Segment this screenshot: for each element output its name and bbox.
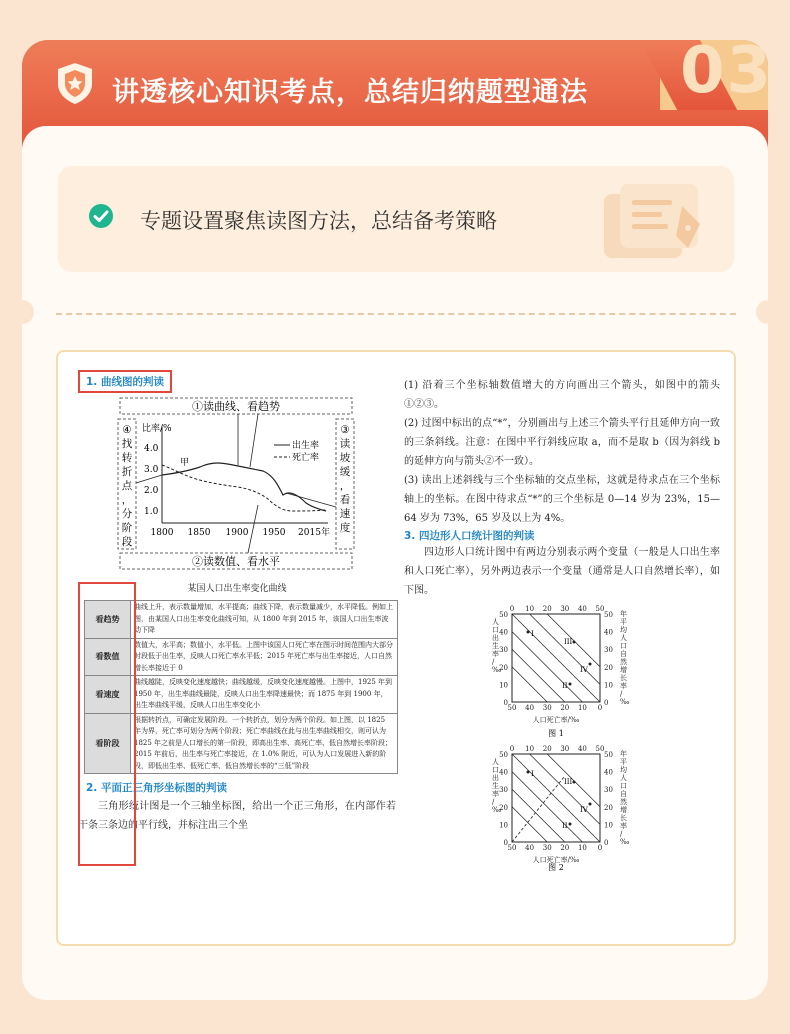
document-pen-icon bbox=[596, 176, 712, 266]
right-tick-label: 10 bbox=[604, 821, 613, 830]
top-tick-label: 0 bbox=[509, 605, 515, 613]
top-tick-label: 40 bbox=[577, 745, 587, 753]
right-tick-label: 0 bbox=[604, 699, 609, 707]
point-jia-label: 甲 bbox=[180, 458, 190, 468]
left-tick-label: 50 bbox=[499, 751, 508, 759]
svg-text:4.0: 4.0 bbox=[144, 444, 159, 454]
step-3-paragraph: (3) 读出上述斜线与三个坐标轴的交点坐标，这就是待求点在三个坐标轴上的坐标。在图中待求点“*”的三个坐标是 0—14 岁为 23%，15—64 岁为 73%，65 岁及以上为 4%。 bbox=[404, 475, 720, 524]
bottom-tick-label: 40 bbox=[525, 844, 535, 852]
svg-text:1850: 1850 bbox=[187, 528, 211, 538]
row-value: 数值大，水平高；数值小，水平低。上图中该国人口死亡率在图示时间范围内大部分时段低于出生率，反映人口死亡率水平低；2015 年死亡率与出生率接近，人口自然增长率接近于 0 bbox=[131, 638, 398, 676]
highlight-table-keys bbox=[78, 582, 136, 866]
figure-2 bbox=[512, 754, 600, 842]
bottom-tick-label: 0 bbox=[597, 704, 603, 712]
y-axis-title: 比率/% bbox=[142, 424, 172, 434]
bottom-tick-label: 50 bbox=[507, 704, 517, 712]
top-tick-label: 10 bbox=[525, 745, 535, 753]
section-2-paragraph: 三角形统计图是一个三轴坐标图，给出一个正三角形，在内部作若干条三条边的平行线，并标注出三个坐 bbox=[78, 801, 396, 831]
bottom-tick-label: 30 bbox=[542, 704, 552, 712]
bottom-tick-label: 20 bbox=[560, 844, 570, 852]
svg-text:III: III bbox=[564, 778, 573, 786]
diagram-right-label: ③ 读坡缓，看速度 bbox=[339, 424, 351, 534]
svg-text:1950: 1950 bbox=[262, 528, 286, 538]
left-tick-label: 40 bbox=[499, 628, 508, 637]
bottom-tick-label: 40 bbox=[525, 704, 535, 712]
svg-text:III: III bbox=[564, 638, 573, 646]
section-3-heading: 3. 四边形人口统计图的判读 bbox=[404, 530, 535, 542]
top-tick-label: 50 bbox=[595, 605, 605, 613]
right-axis-title: 年平均人口自然增长率/ ‰ bbox=[620, 750, 630, 846]
legend-death: 死亡率 bbox=[292, 453, 320, 463]
left-tick-label: 20 bbox=[499, 663, 508, 672]
step-1-paragraph: (1) 沿着三个坐标轴数值增大的方向画出三个箭头，如图中的箭头①②③。 bbox=[404, 380, 720, 410]
right-tick-label: 40 bbox=[604, 768, 613, 777]
row-value: 曲线上升，表示数量增加，水平提高；曲线下降，表示数量减少，水平降低。例如上图，由某国人口出生率变化曲线可知，从 1800 年到 2015 年，该国人口出生率波动下降 bbox=[131, 601, 398, 639]
section-3-paragraph: 四边形人口统计图中有两边分别表示两个变量（一般是人口出生率和人口死亡率），另外两边表示一个变量（通常是人口自然增长率），如下图。 bbox=[404, 547, 720, 596]
left-axis-title: 人口出生率/ ‰ bbox=[492, 758, 502, 814]
right-tick-label: 20 bbox=[604, 803, 613, 812]
svg-text:I: I bbox=[531, 630, 534, 638]
diagram-top-label: ①读曲线、看趋势 bbox=[192, 400, 280, 413]
row-key: 看阶段 bbox=[85, 713, 131, 774]
dashed-divider bbox=[56, 313, 736, 315]
row-key: 看速度 bbox=[85, 676, 131, 714]
death-rate-line bbox=[162, 465, 326, 511]
svg-text:IV: IV bbox=[580, 806, 588, 814]
right-tick-label: 20 bbox=[604, 663, 613, 672]
row-key: 看数值 bbox=[85, 638, 131, 676]
svg-text:II: II bbox=[562, 682, 568, 690]
figure-1 bbox=[512, 614, 600, 702]
check-circle-icon bbox=[88, 203, 114, 229]
right-tick-label: 10 bbox=[604, 681, 613, 690]
quadrilateral-figures bbox=[404, 602, 720, 874]
legend-birth: 出生率 bbox=[292, 441, 320, 451]
diagram-left-label: ④ 找转折点，分阶段 bbox=[121, 424, 133, 548]
birth-rate-line bbox=[162, 463, 326, 511]
svg-text:II: II bbox=[562, 822, 568, 830]
left-tick-label: 20 bbox=[499, 803, 508, 812]
top-tick-label: 30 bbox=[560, 745, 570, 753]
bottom-tick-label: 10 bbox=[577, 844, 587, 852]
left-tick-label: 0 bbox=[503, 699, 508, 707]
bottom-axis-title: 人口死亡率/‰ bbox=[532, 716, 580, 724]
svg-text:I: I bbox=[531, 770, 534, 778]
row-value: 根据转折点，可确定发展阶段。一个转折点，划分为两个阶段。如上图，以 1825 年为界，死亡率可划分为两个阶段；死亡率曲线在此与出生率曲线相交，则可认为 1825 年之前是人口增长的第一阶段，即高出生率、高死亡率、低自然增长率阶段；2015 年前后，出生率与死亡率接近，在 1.0% 附近，可认为人口发展进入新的阶段，即低出生率、低死亡率、低自然增长率的“三低”阶段 bbox=[131, 713, 398, 774]
svg-text:1900: 1900 bbox=[225, 528, 249, 538]
top-tick-label: 50 bbox=[595, 745, 605, 753]
top-tick-label: 20 bbox=[542, 745, 552, 753]
left-punch-hole bbox=[10, 300, 34, 324]
bottom-tick-label: 30 bbox=[542, 844, 552, 852]
left-tick-label: 0 bbox=[503, 839, 508, 847]
svg-text:IV: IV bbox=[580, 666, 588, 674]
banner-title: 讲透核心知识考点，总结归纳题型通法 bbox=[112, 77, 588, 108]
top-tick-label: 0 bbox=[509, 745, 515, 753]
bottom-tick-label: 20 bbox=[560, 704, 570, 712]
right-tick-label: 30 bbox=[604, 786, 613, 795]
right-tick-label: 50 bbox=[604, 611, 613, 619]
step-2-paragraph: (2) 过图中标出的点“*”，分别画出与上述三个箭头平行且延伸方向一致的三条斜线。注意：在图中平行斜线应取 a，而不是取 b（因为斜线 b 的延伸方向与箭头②不一致）。 bbox=[404, 418, 720, 467]
callout-text: 专题设置聚焦读图方法，总结备考策略 bbox=[140, 209, 497, 233]
bottom-tick-label: 10 bbox=[577, 704, 587, 712]
section-number: 03 bbox=[680, 34, 774, 108]
svg-text:2.0: 2.0 bbox=[144, 486, 159, 496]
birth-rate-curve-diagram bbox=[78, 395, 396, 573]
left-tick-label: 50 bbox=[499, 611, 508, 619]
section-2-heading: 2. 平面正三角形坐标图的判读 bbox=[86, 782, 227, 794]
bottom-tick-label: 0 bbox=[597, 844, 603, 852]
bottom-tick-label: 50 bbox=[507, 844, 517, 852]
diagram-caption: 某国人口出生率变化曲线 bbox=[187, 584, 287, 594]
top-tick-label: 30 bbox=[560, 605, 570, 613]
star-shield-icon bbox=[52, 60, 98, 106]
row-value: 曲线越陡，反映变化速度越快；曲线越缓，反映变化速度越慢。上图中，1925 年到 1950 年，出生率曲线最陡，反映人口出生率降速最快；而 1875 年到 1900 年，出生率曲线平缓，反映人口出生率变化小 bbox=[131, 676, 398, 714]
svg-text:1800: 1800 bbox=[150, 528, 174, 538]
figure-2-caption: 图 2 bbox=[548, 863, 564, 872]
right-axis-title: 年平均人口自然增长率/ ‰ bbox=[620, 610, 630, 706]
svg-text:2015年: 2015年 bbox=[298, 528, 330, 538]
right-column bbox=[404, 376, 720, 878]
sample-page bbox=[56, 350, 736, 946]
left-tick-label: 10 bbox=[499, 681, 508, 690]
top-tick-label: 40 bbox=[577, 605, 587, 613]
top-tick-label: 20 bbox=[542, 605, 552, 613]
right-punch-hole bbox=[756, 300, 780, 324]
svg-text:3.0: 3.0 bbox=[144, 465, 159, 475]
left-tick-label: 30 bbox=[499, 786, 508, 795]
left-tick-label: 10 bbox=[499, 821, 508, 830]
right-tick-label: 30 bbox=[604, 646, 613, 655]
svg-text:1.0: 1.0 bbox=[144, 507, 159, 517]
right-tick-label: 50 bbox=[604, 751, 613, 759]
right-tick-label: 40 bbox=[604, 628, 613, 637]
section-1-heading: 1. 曲线图的判读 bbox=[78, 370, 396, 393]
figure-1-caption: 图 1 bbox=[548, 729, 564, 738]
left-tick-label: 40 bbox=[499, 768, 508, 777]
row-key: 看趋势 bbox=[85, 601, 131, 639]
right-tick-label: 0 bbox=[604, 839, 609, 847]
diagram-bottom-label: ②读数值、看水平 bbox=[192, 555, 280, 568]
left-axis-title: 人口出生率/ ‰ bbox=[492, 618, 502, 674]
bottom-axis-title: 人口死亡率/‰ bbox=[532, 856, 580, 864]
left-tick-label: 30 bbox=[499, 646, 508, 655]
top-tick-label: 10 bbox=[525, 605, 535, 613]
